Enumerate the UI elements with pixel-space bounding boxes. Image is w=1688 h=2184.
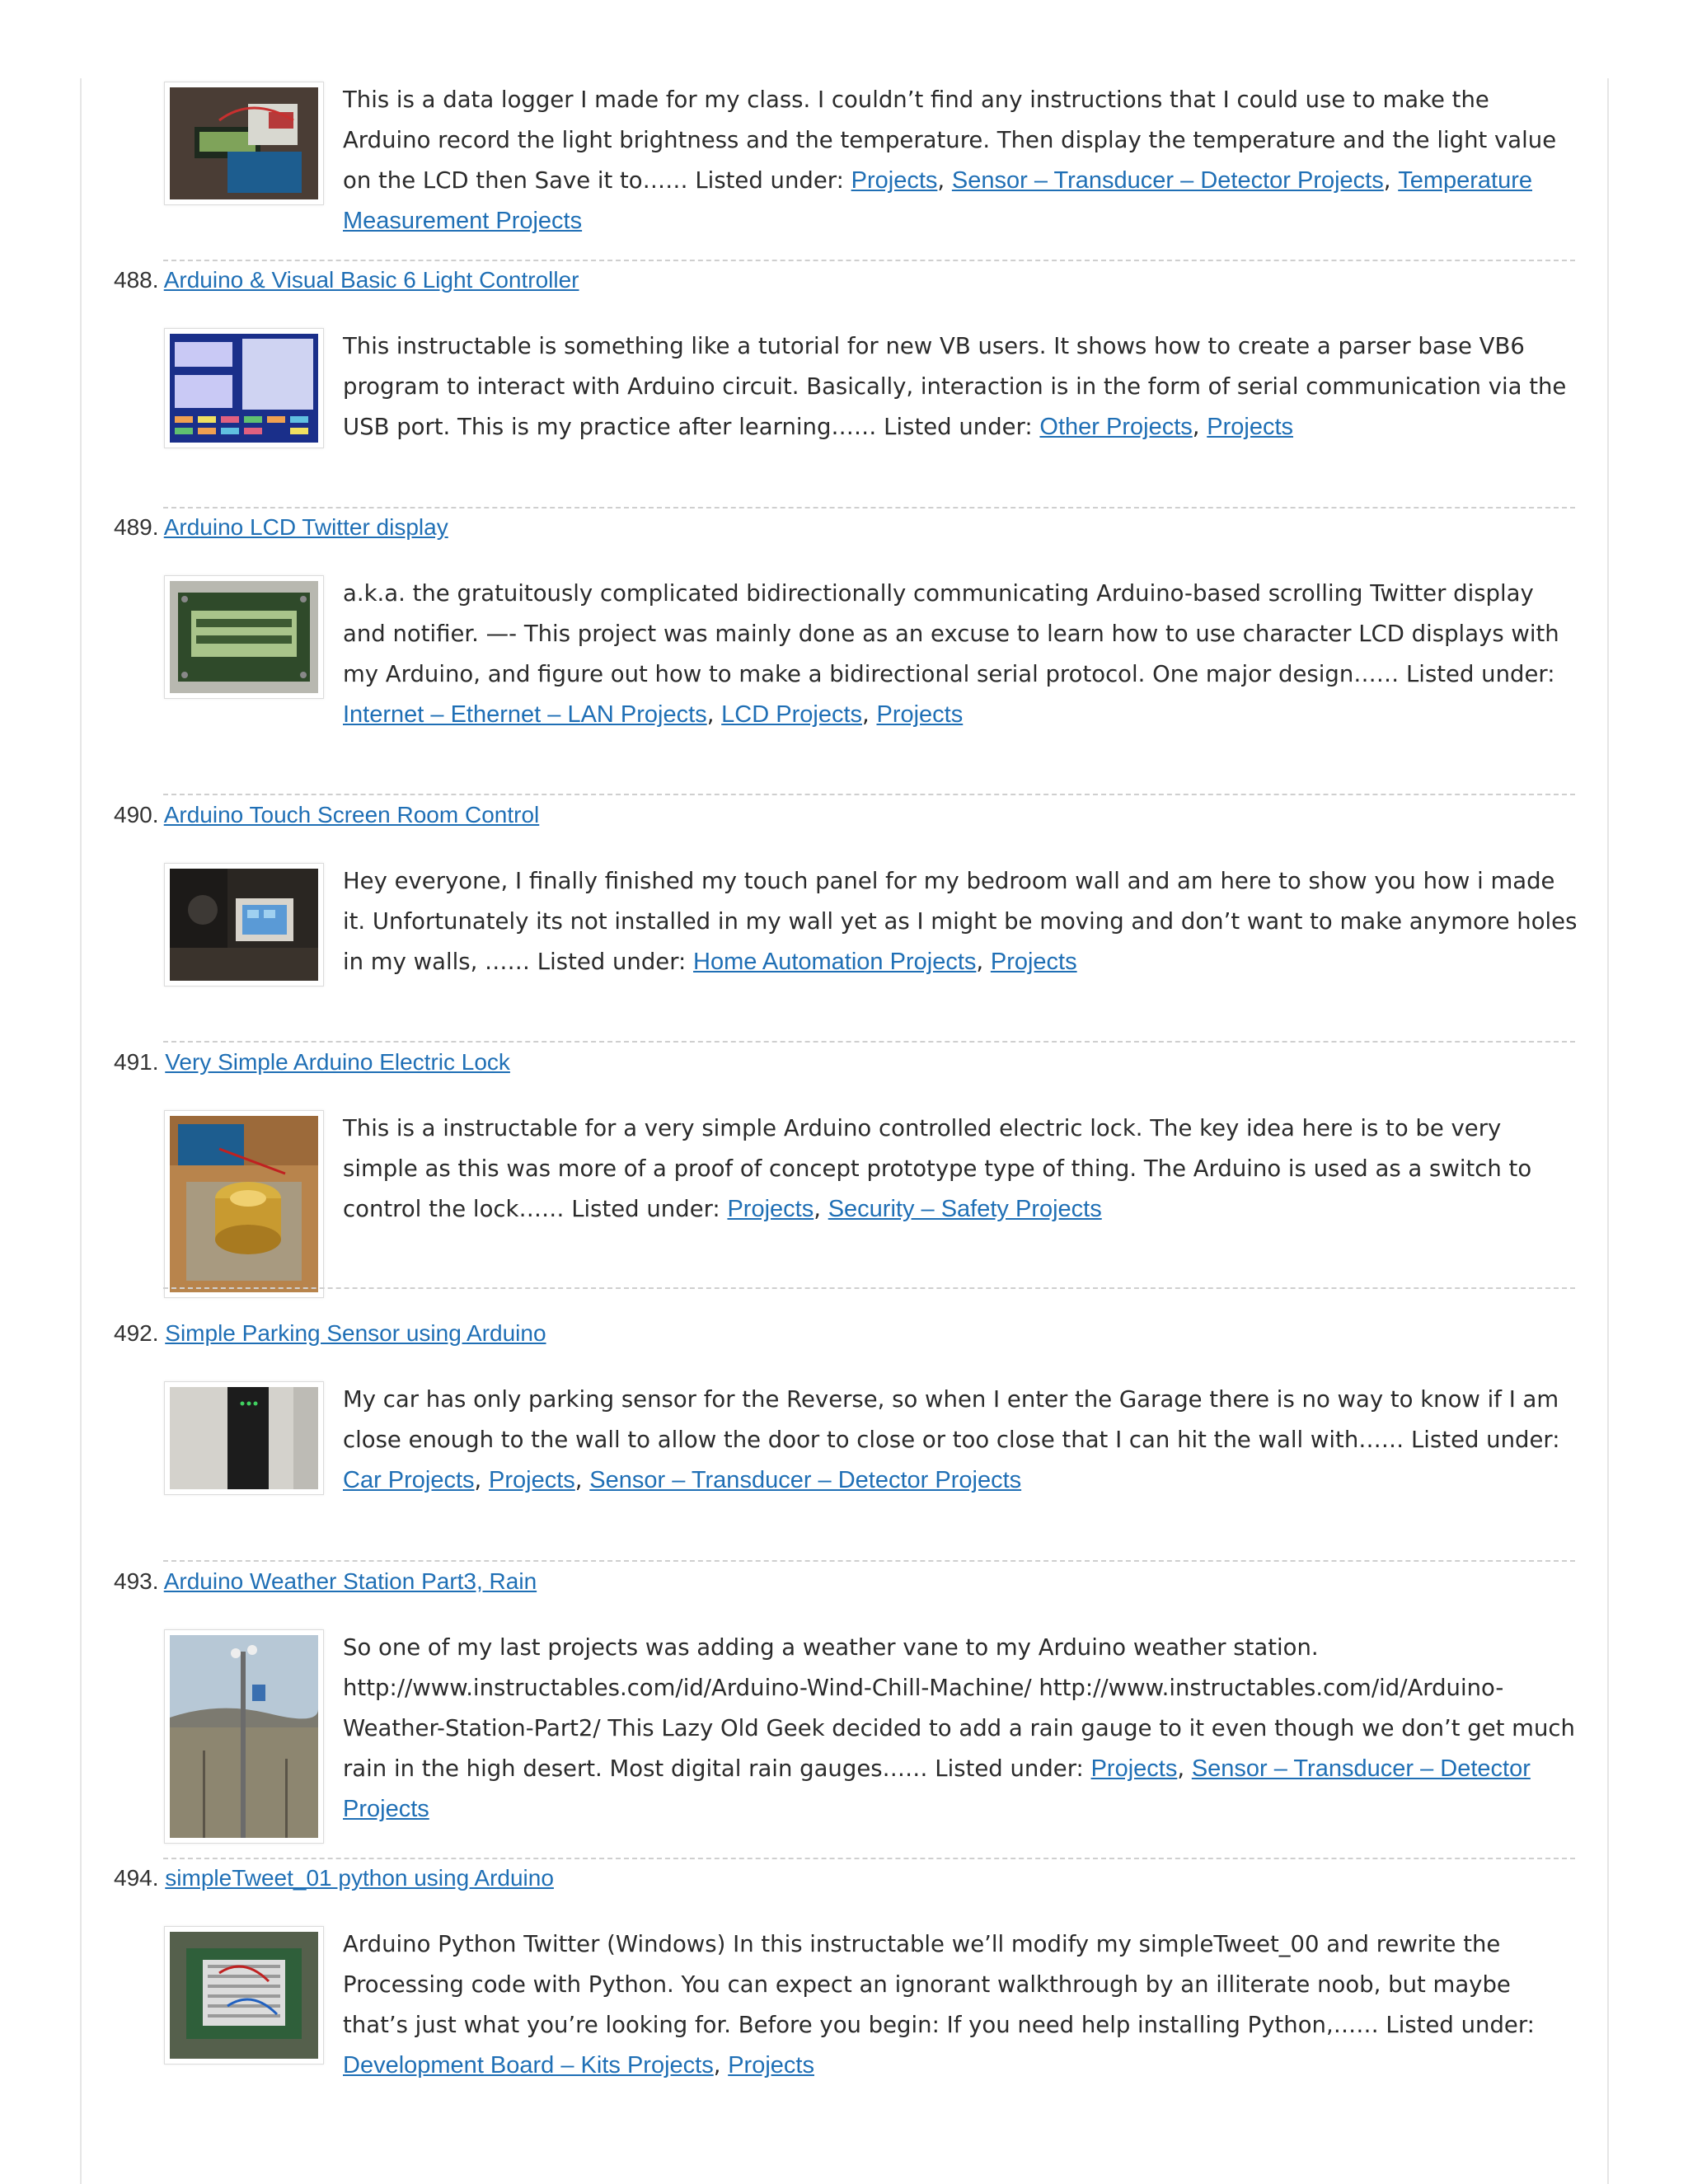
project-title-link[interactable]: Arduino Weather Station Part3, Rain: [163, 1568, 537, 1594]
separator: [163, 1858, 1575, 1859]
project-thumbnail[interactable]: [164, 1926, 324, 2064]
item-number: 488.: [114, 267, 159, 293]
separator: [163, 1287, 1575, 1289]
separator: [163, 507, 1575, 509]
project-description: a.k.a. the gratuitously complicated bidirectionally communicating Arduino-based scrolling Twitter display and notifier. —- This project was mainly done as an excuse to learn how to use character LCD displays with my Arduino, and figure out how to make a bidirectional serial protocol. One major design…… Listed under: Internet – Ethernet – LAN Projects, LCD Projects, Projects: [343, 580, 1559, 728]
project-description: My car has only parking sensor for the Reverse, so when I enter the Garage there is no way to know if I am close enough to the wall to allow the door to close or too close that I can hit the wall with…… Listed under: Car Projects, Projects, Sensor – Transducer – Detector Projects: [343, 1386, 1560, 1493]
parking-sensor-photo-icon: [170, 1387, 318, 1489]
category-link[interactable]: Car Projects: [343, 1467, 475, 1493]
project-description: This is a data logger I made for my class. I couldn’t find any instructions that I could use to make the Arduino record the light brightness and the temperature. Then display the temperature and the light value on the LCD then Save it to…… Listed under: Projects, Sensor – Transducer – Detector Projects, Temperature Measurement Projects: [343, 87, 1557, 234]
category-link[interactable]: Projects: [851, 167, 938, 194]
category-link[interactable]: Home Automation Projects: [693, 949, 977, 975]
project-thumbnail[interactable]: [164, 863, 324, 987]
vb6-window-screenshot-icon: [170, 334, 318, 443]
category-link[interactable]: Security – Safety Projects: [828, 1196, 1102, 1222]
touch-panel-photo-icon: [170, 869, 318, 981]
item-number: 493.: [114, 1568, 159, 1594]
description-text: Arduino Python Twitter (Windows) In this instructable we’ll modify my simpleTweet_00 and rewrite the Processing code with Python. You can expect an ignorant walkthrough by an illiterate noob, but maybe that’s just what you’re looking for. Before you begin: If you need help installing Python,…… Listed under:: [343, 1931, 1535, 2038]
item-number: 494.: [114, 1865, 159, 1891]
project-title-link[interactable]: Very Simple Arduino Electric Lock: [165, 1049, 510, 1075]
project-title-row: [114, 1319, 1581, 1347]
project-description: This is a instructable for a very simple Arduino controlled electric lock. The key idea here is to be very simple as this was more of a proof of concept prototype type of thing. The Arduino is used as a switch to control the lock…… Listed under: Projects, Security – Safety Projects: [343, 1115, 1532, 1222]
category-link[interactable]: LCD Projects: [721, 701, 862, 728]
category-link[interactable]: Development Board – Kits Projects: [343, 2052, 714, 2079]
description-text: This instructable is something like a tutorial for new VB users. It shows how to create a parser base VB6 program to interact with Arduino circuit. Basically, interaction is in the form of serial communication via the USB port. This is my practice after learning…… Listed under:: [343, 333, 1567, 440]
project-thumbnail[interactable]: [164, 1110, 324, 1298]
item-number: 490.: [114, 802, 159, 827]
description-text: My car has only parking sensor for the Reverse, so when I enter the Garage there is no way to know if I am close enough to the wall to allow the door to close or too close that I can hit the wall with…… Listed under:: [343, 1386, 1560, 1453]
data-logger-photo-icon: [170, 87, 318, 199]
breadboard-photo-icon: [170, 1932, 318, 2059]
project-title-row: [114, 1048, 1581, 1076]
category-link[interactable]: Projects: [876, 701, 964, 728]
category-link[interactable]: Other Projects: [1039, 414, 1193, 440]
lcd-display-photo-icon: [170, 581, 318, 693]
category-link[interactable]: Sensor – Transducer – Detector Projects: [951, 167, 1384, 194]
project-title-link[interactable]: Arduino LCD Twitter display: [163, 514, 448, 540]
separator: [163, 260, 1575, 261]
project-description: Arduino Python Twitter (Windows) In this instructable we’ll modify my simpleTweet_00 and rewrite the Processing code with Python. You can expect an ignorant walkthrough by an illiterate noob, but maybe that’s just what you’re looking for. Before you begin: If you need help installing Python,…… Listed under: Development Board – Kits Projects, Projects: [343, 1931, 1535, 2079]
project-title-link[interactable]: simpleTweet_01 python using Arduino: [165, 1865, 554, 1891]
category-link[interactable]: Projects: [1207, 414, 1294, 440]
project-description: Hey everyone, I finally finished my touch panel for my bedroom wall and am here to show you how i made it. Unfortunately its not installed in my wall yet as I might be moving and don’t want to make anymore holes in my walls, …… Listed under: Home Automation Projects, Projects: [343, 868, 1578, 975]
category-link[interactable]: Sensor – Transducer – Detector Projects: [343, 1755, 1531, 1822]
weather-station-photo-icon: [170, 1635, 318, 1838]
project-thumbnail[interactable]: [164, 328, 324, 448]
category-link[interactable]: Temperature Measurement Projects: [343, 167, 1533, 234]
category-link[interactable]: Projects: [489, 1467, 575, 1493]
electric-lock-photo-icon: [170, 1116, 318, 1292]
category-link[interactable]: Sensor – Transducer – Detector Projects: [589, 1467, 1022, 1493]
category-link[interactable]: Internet – Ethernet – LAN Projects: [343, 701, 707, 728]
item-number: 489.: [114, 514, 159, 540]
project-title-row: [114, 1864, 1581, 1892]
separator: [163, 1560, 1575, 1562]
project-thumbnail[interactable]: [164, 82, 324, 205]
category-link[interactable]: Projects: [727, 1196, 814, 1222]
project-thumbnail[interactable]: [164, 1629, 324, 1844]
category-link[interactable]: Projects: [1090, 1755, 1178, 1782]
project-description: So one of my last projects was adding a weather vane to my Arduino weather station. http://www.instructables.com/id/Arduino-Wind-Chill-Machine/ http://www.instructables.com/id/Arduino-Weather-Station-Part2/ This Lazy Old Geek decided to add a rain gauge to it even though we don’t get much rain in the high desert. Most digital rain gauges…… Listed under: Projects, Sensor – Transducer – Detector Projects: [343, 1634, 1575, 1822]
separator: [163, 1041, 1575, 1043]
project-title-row: [114, 801, 1581, 829]
project-title-link[interactable]: Simple Parking Sensor using Arduino: [165, 1320, 546, 1346]
description-text: This is a instructable for a very simple Arduino controlled electric lock. The key idea here is to be very simple as this was more of a proof of concept prototype type of thing. The Arduino is used as a switch to control the lock…… Listed under:: [343, 1115, 1532, 1222]
description-text: a.k.a. the gratuitously complicated bidirectionally communicating Arduino-based scrolling Twitter display and notifier. —- This project was mainly done as an excuse to learn how to use character LCD displays with my Arduino, and figure out how to make a bidirectional serial protocol. One major design…… Listed under:: [343, 580, 1559, 687]
description-text: This is a data logger I made for my class. I couldn’t find any instructions that I could use to make the Arduino record the light brightness and the temperature. Then display the temperature and the light value on the LCD then Save it to…… Listed under:: [343, 87, 1557, 194]
description-text: So one of my last projects was adding a weather vane to my Arduino weather station. http://www.instructables.com/id/Arduino-Wind-Chill-Machine/ http://www.instructables.com/id/Arduino-Weather-Station-Part2/ This Lazy Old Geek decided to add a rain gauge to it even though we don’t get much rain in the high desert. Most digital rain gauges…… Listed under:: [343, 1634, 1575, 1782]
project-description: This instructable is something like a tutorial for new VB users. It shows how to create a parser base VB6 program to interact with Arduino circuit. Basically, interaction is in the form of serial communication via the USB port. This is my practice after learning…… Listed under: Other Projects, Projects: [343, 333, 1567, 440]
project-title-link[interactable]: Arduino & Visual Basic 6 Light Controller: [163, 267, 579, 293]
separator: [163, 794, 1575, 795]
category-link[interactable]: Projects: [990, 949, 1077, 975]
project-title-link[interactable]: Arduino Touch Screen Room Control: [163, 802, 540, 827]
project-title-row: [114, 266, 1581, 294]
description-text: Hey everyone, I finally finished my touch panel for my bedroom wall and am here to show you how i made it. Unfortunately its not installed in my wall yet as I might be moving and don’t want to make anymore holes in my walls, …… Listed under:: [343, 868, 1578, 975]
project-title-row: [114, 1568, 1581, 1596]
project-thumbnail[interactable]: [164, 1381, 324, 1495]
project-title-row: [114, 513, 1581, 541]
category-link[interactable]: Projects: [728, 2052, 814, 2079]
item-number: 492.: [114, 1320, 159, 1346]
project-thumbnail[interactable]: [164, 575, 324, 699]
item-number: 491.: [114, 1049, 159, 1075]
